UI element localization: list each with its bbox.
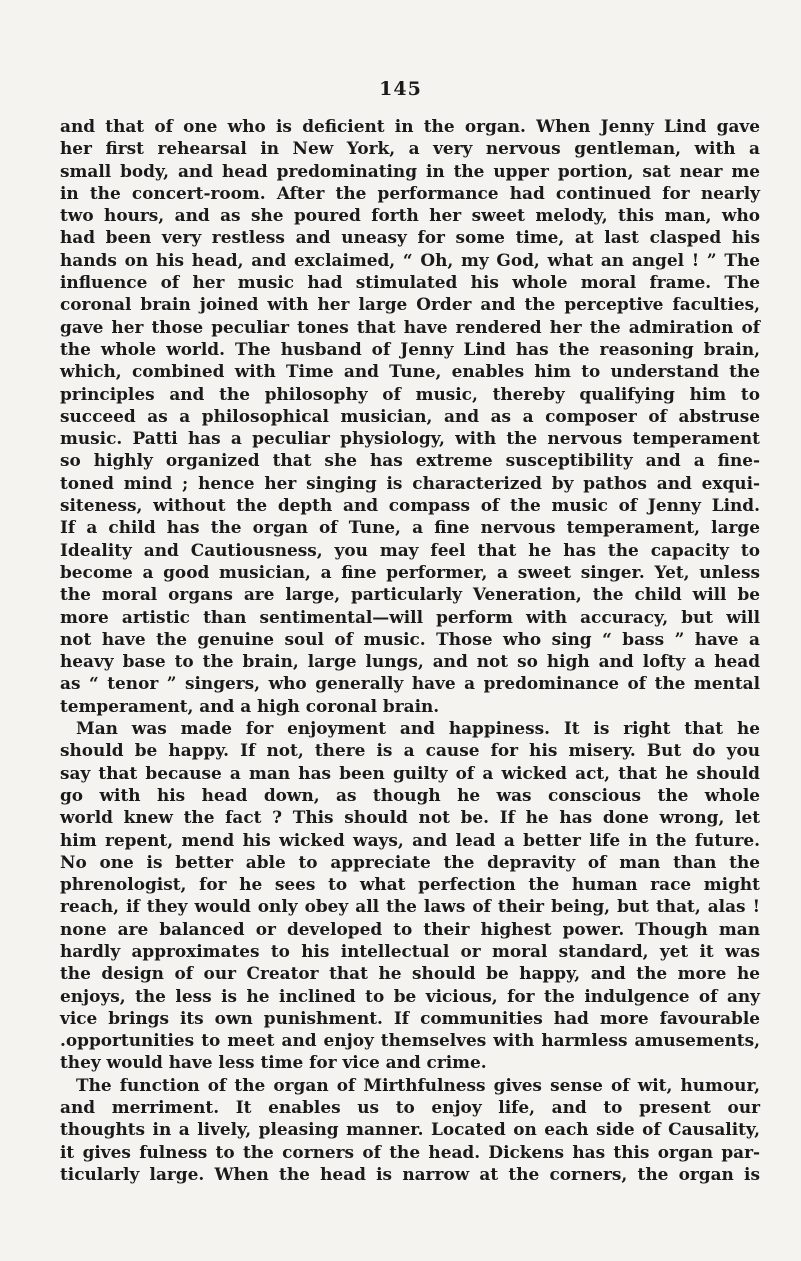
text-line: world knew the fact ? This should not be. If he has done wrong, let <box>60 807 760 828</box>
text-line: coronal brain joined with her large Order and the perceptive faculties, <box>60 294 760 315</box>
text-line: and that of one who is deficient in the organ. When Jenny Lind gave <box>60 116 760 136</box>
text-line: toned mind ; hence her singing is characterized by pathos and exqui- <box>60 472 760 493</box>
text-line: siteness, without the depth and compass of the music of Jenny Lind. <box>60 495 760 516</box>
text-line: hands on his head, and exclaimed, “ Oh, my God, what an angel ! ” The <box>60 249 760 270</box>
text-line: had been very restless and uneasy for some time, at last clasped his <box>60 227 760 248</box>
text-line: not have the genuine soul of music. Those who sing “ bass ” have a <box>60 628 760 649</box>
text-line: .opportunities to meet and enjoy themselves with harmless amusements, <box>60 1030 760 1051</box>
paragraph <box>60 717 760 1074</box>
text-line: the moral organs are large, particularly Veneration, the child will be <box>60 584 760 605</box>
text-line: ticularly large. When the head is narrow at the corners, the organ is <box>60 1163 760 1184</box>
text-line: No one is better able to appreciate the depravity of man than the <box>60 851 760 872</box>
text-line: enjoys, the less is he inclined to be vicious, for the indulgence of any <box>60 985 760 1006</box>
text-line: principles and the philosophy of music, thereby qualifying him to <box>60 383 760 404</box>
text-line: say that because a man has been guilty of a wicked act, that he should <box>60 762 760 783</box>
text-line: more artistic than sentimental—will perform with accuracy, but will <box>60 606 760 627</box>
text-line: the design of our Creator that he should be happy, and the more he <box>60 963 760 984</box>
text-line: influence of her music had stimulated his whole moral frame. The <box>60 272 760 293</box>
text-line: phrenologist, for he sees to what perfection the human race might <box>60 874 760 895</box>
text-line: as “ tenor ” singers, who generally have a predominance of the mental <box>60 673 760 694</box>
text-line: gave her those peculiar tones that have rendered her the admiration of <box>60 316 760 337</box>
text-line: so highly organized that she has extreme susceptibility and a fine- <box>60 450 760 471</box>
text-line: reach, if they would only obey all the laws of their being, but that, alas ! <box>60 896 760 917</box>
text-line: The function of the organ of Mirthfulness gives sense of wit, humour, <box>76 1074 760 1095</box>
text-line: they would have less time for vice and crime. <box>60 1052 487 1073</box>
text-line: it gives fulness to the corners of the head. Dickens has this organ par- <box>60 1141 760 1162</box>
paragraph <box>60 1074 760 1185</box>
text-line: succeed as a philosophical musician, and as a composer of abstruse <box>60 405 760 426</box>
text-line: and merriment. It enables us to enjoy life, and to present our <box>60 1097 760 1118</box>
text-line: thoughts in a lively, pleasing manner. Located on each side of Causality, <box>60 1119 760 1140</box>
text-line: heavy base to the brain, large lungs, and not so high and lofty a head <box>60 651 760 672</box>
page-number: 145 <box>379 78 422 100</box>
text-line: him repent, mend his wicked ways, and lead a better life in the future. <box>60 829 760 850</box>
text-line: her first rehearsal in New York, a very nervous gentleman, with a <box>60 138 760 159</box>
text-line: music. Patti has a peculiar physiology, with the nervous temperament <box>60 428 760 449</box>
text-line: which, combined with Time and Tune, enables him to understand the <box>60 361 760 382</box>
text-line: temperament, and a high coronal brain. <box>60 695 440 716</box>
text-line: the whole world. The husband of Jenny Lind has the reasoning brain, <box>60 338 760 359</box>
text-line: hardly approximates to his intellectual or moral standard, yet it was <box>60 940 760 961</box>
text-line: become a good musician, a fine performer, a sweet singer. Yet, unless <box>60 561 760 582</box>
body-text <box>60 115 760 1185</box>
text-line: two hours, and as she poured forth her sweet melody, this man, who <box>60 205 760 226</box>
text-line: vice brings its own punishment. If communities had more favourable <box>60 1007 760 1028</box>
text-line: If a child has the organ of Tune, a fine nervous temperament, large <box>60 517 760 538</box>
text-line: go with his head down, as though he was conscious the whole <box>60 784 760 805</box>
text-line: small body, and head predominating in the upper portion, sat near me <box>60 160 760 181</box>
text-line: should be happy. If not, there is a cause for his misery. But do you <box>60 740 760 761</box>
paragraph <box>60 115 760 717</box>
text-line: in the concert-room. After the performance had continued for nearly <box>60 182 760 203</box>
text-line: Man was made for enjoyment and happiness. It is right that he <box>76 718 760 739</box>
text-line: none are balanced or developed to their highest power. Though man <box>60 918 760 939</box>
text-line: Ideality and Cautiousness, you may feel that he has the capacity to <box>60 539 760 560</box>
